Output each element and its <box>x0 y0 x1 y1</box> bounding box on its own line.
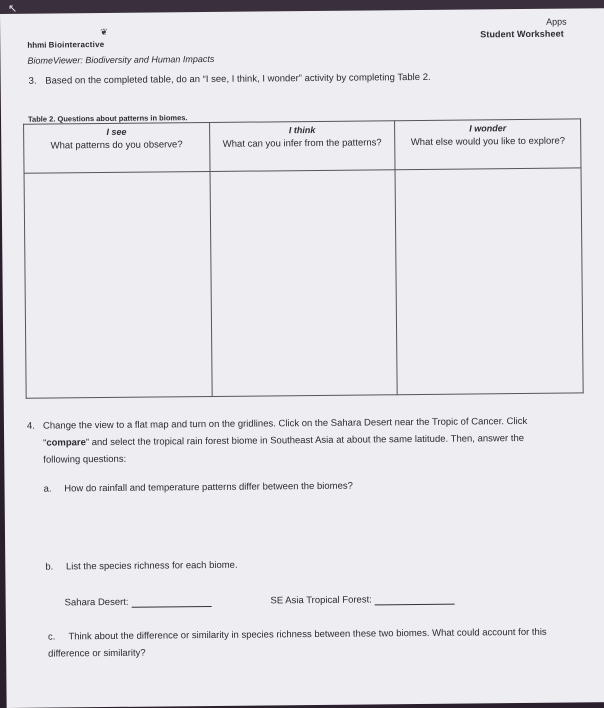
se-asia-forest-blank[interactable] <box>375 603 455 606</box>
question-4a-label: a. <box>43 483 52 495</box>
header-i-think <box>209 121 395 172</box>
question-4c <box>48 624 558 663</box>
question-4-text-part2: ” and select the tropical rain forest biome in Southeast Asia at about the same latitude. Then, answer the following questions: <box>43 432 525 466</box>
header-i-think-title: I think <box>288 124 316 136</box>
header-i-see-prompt: What patterns do you observe? <box>50 139 183 152</box>
question-4b <box>45 560 237 573</box>
header-i-see-title: I see <box>106 126 127 137</box>
question-3-number: 3. <box>28 75 37 87</box>
species-richness-row <box>65 594 455 609</box>
question-4-number: 4. <box>26 420 35 432</box>
table-2-caption: Table 2. Questions about patterns in biomes. <box>27 113 188 124</box>
question-3-text: Based on the completed table, do an “I see, I think, I wonder” activity by completing Table 2. <box>45 71 431 87</box>
student-worksheet-label: Student Worksheet <box>480 28 564 40</box>
header-i-wonder-prompt: What else would you like to explore? <box>410 135 566 149</box>
answer-cell-i-see[interactable] <box>24 171 212 398</box>
question-4-text-part1: Change the view to a flat map and turn on the gridlines. Click on the Sahara Desert near the Tropic of Cancer. Click “ <box>42 415 528 449</box>
table-2 <box>23 118 584 398</box>
question-4a <box>44 481 353 495</box>
header-i-wonder-title: I wonder <box>469 123 507 134</box>
table-header-row <box>24 119 581 173</box>
header-i-wonder <box>395 119 581 170</box>
brand-name: Biointeractive <box>48 39 105 50</box>
header-i-think-prompt: What can you infer from the patterns? <box>222 137 382 150</box>
question-4a-text: How do rainfall and temperature patterns differ between the biomes? <box>64 480 353 495</box>
sprout-logo-icon: ❦ <box>100 26 108 38</box>
sahara-desert-blank[interactable] <box>131 605 211 608</box>
brand-prefix: hhmi <box>27 40 47 50</box>
cursor-arrow-icon: ↖ <box>8 3 18 15</box>
answer-cell-i-think[interactable] <box>210 170 398 397</box>
question-4-compare: compare <box>46 437 86 449</box>
brand-logo <box>27 40 104 50</box>
answer-cell-i-wonder[interactable] <box>395 168 583 395</box>
question-4b-label: b. <box>45 561 54 573</box>
header-i-see <box>24 122 210 173</box>
se-asia-forest-label: SE Asia Tropical Forest: <box>270 594 372 607</box>
question-3 <box>29 72 431 87</box>
question-4 <box>26 413 553 469</box>
question-4b-text: List the species richness for each biome. <box>65 559 238 573</box>
question-4c-label: c. <box>47 631 56 643</box>
table-answer-row <box>24 168 583 398</box>
worksheet-subtitle: BiomeViewer: Biodiversity and Human Impacts <box>27 53 215 66</box>
worksheet-page <box>0 8 604 708</box>
apps-label: Apps <box>546 16 567 27</box>
question-4c-text: Think about the difference or similarity in species richness between these two biomes. What could account for this difference or similarity? <box>48 626 547 660</box>
sahara-desert-label: Sahara Desert: <box>64 596 129 609</box>
